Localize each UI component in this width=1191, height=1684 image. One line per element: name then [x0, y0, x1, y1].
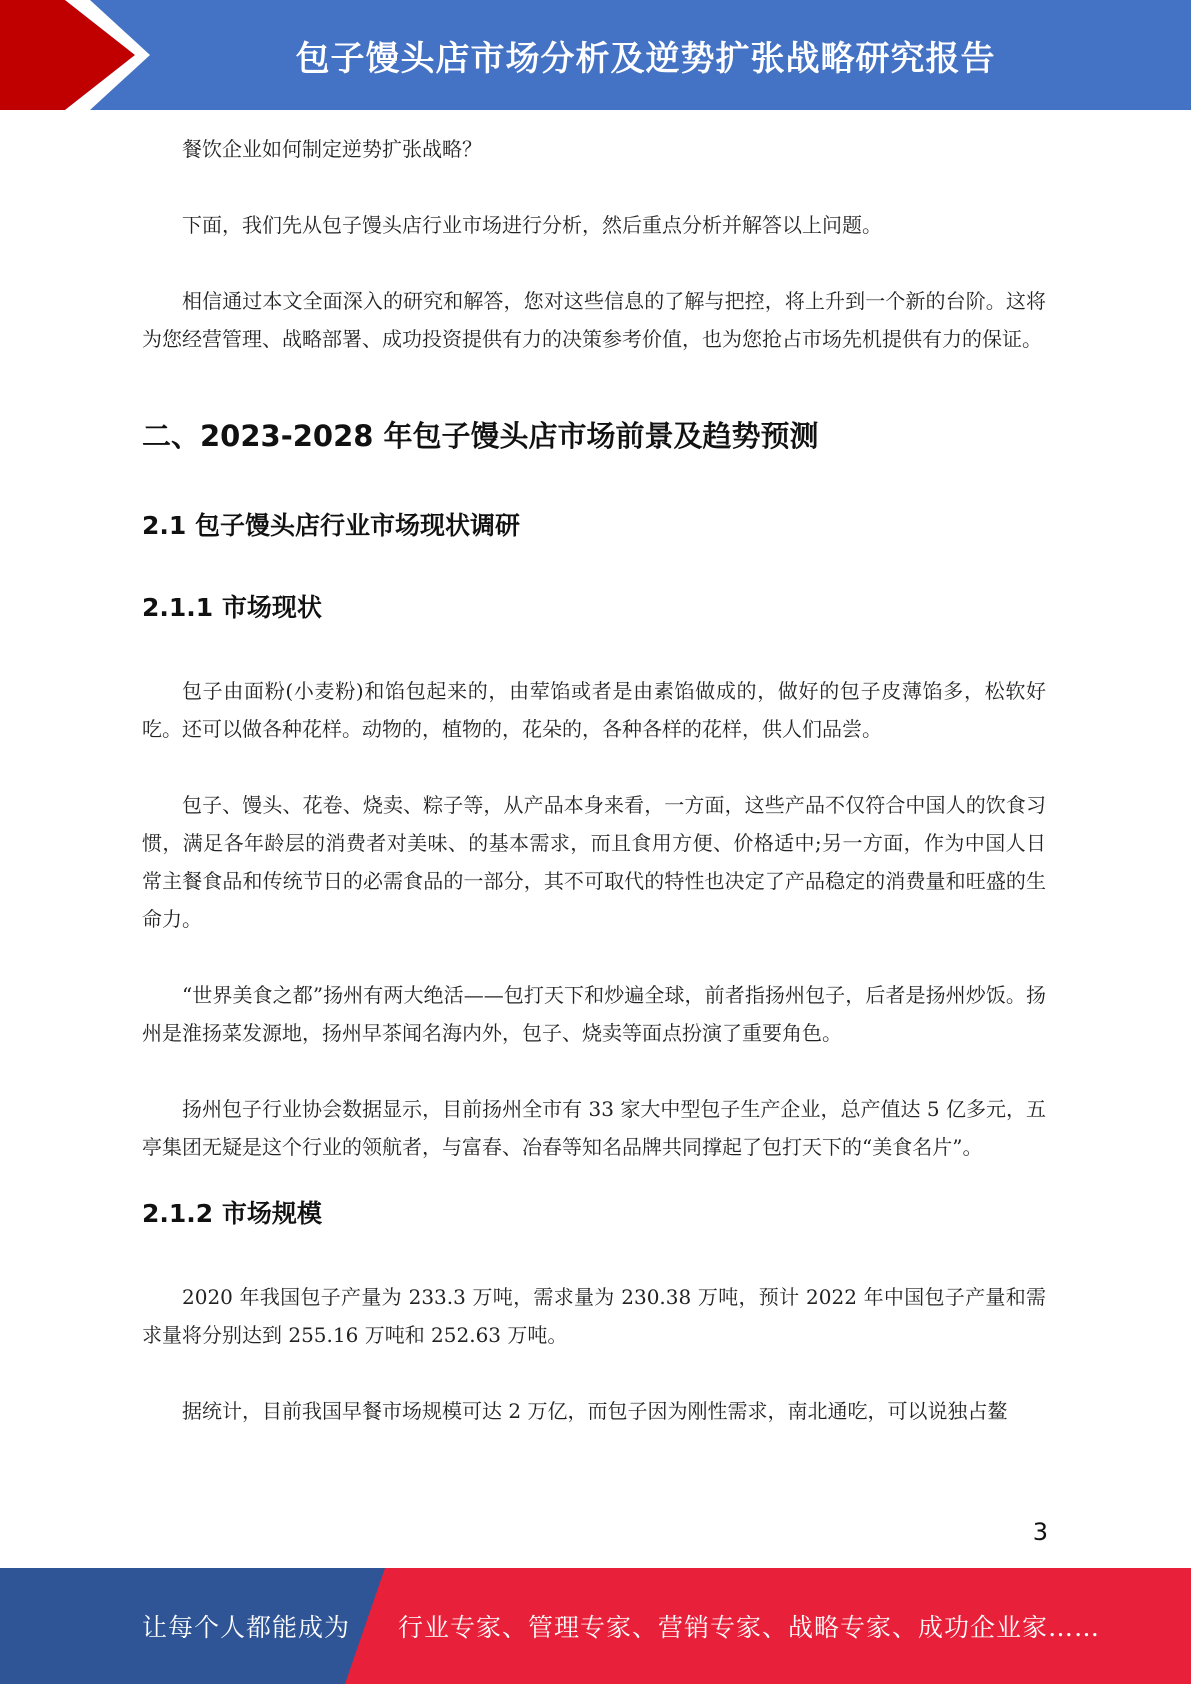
paragraph-2-1-2-a: 2020 年我国包子产量为 233.3 万吨，需求量为 230.38 万吨，预计 2022 年中国包子产量和需求量将分别达到 255.16 万吨和 252.63 万吨。 [142, 1285, 1046, 1347]
heading-2-1-1: 2.1.1 市场现状 [142, 593, 322, 622]
header-bar [0, 0, 1191, 110]
footer-slogan-right: 行业专家、管理专家、营销专家、战略专家、成功企业家…… [398, 1613, 1101, 1642]
intro-paragraph-2: 下面，我们先从包子馒头店行业市场进行分析，然后重点分析并解答以上问题。 [182, 213, 882, 237]
subsection-heading: 2.1 包子馒头店行业市场现状调研 [142, 511, 520, 540]
document-body [142, 130, 1046, 1468]
report-title: 包子馒头店市场分析及逆势扩张战略研究报告 [295, 38, 996, 79]
intro-paragraph-3: 相信通过本文全面深入的研究和解答，您对这些信息的了解与把控，将上升到一个新的台阶。这将为您经营管理、战略部署、成功投资提供有力的决策参考价值，也为您抢占市场先机提供有力的保证。 [142, 289, 1046, 351]
page-number: 3 [1032, 1518, 1048, 1546]
heading-2-1-2: 2.1.2 市场规模 [142, 1199, 322, 1228]
paragraph-2-1-1-a: 包子由面粉(小麦粉)和馅包起来的，由荤馅或者是由素馅做成的，做好的包子皮薄馅多，松软好吃。还可以做各种花样。动物的，植物的，花朵的，各种各样的花样，供人们品尝。 [142, 679, 1046, 741]
footer-slogan-left: 让每个人都能成为 [142, 1613, 351, 1642]
chevron-decoration-icon [0, 0, 160, 110]
paragraph-2-1-1-c: “世界美食之都”扬州有两大绝活——包打天下和炒遍全球，前者指扬州包子，后者是扬州炒饭。扬州是淮扬菜发源地，扬州早茶闻名海内外，包子、烧卖等面点扮演了重要角色。 [142, 983, 1046, 1045]
paragraph-2-1-1-b: 包子、馒头、花卷、烧卖、粽子等，从产品本身来看，一方面，这些产品不仅符合中国人的饮食习惯，满足各年龄层的消费者对美味、的基本需求，而且食用方便、价格适中;另一方面，作为中国人日常主餐食品和传统节日的必需食品的一部分，其不可取代的特性也决定了产品稳定的消费量和旺盛的生命力。 [142, 793, 1046, 931]
paragraph-2-1-1-d: 扬州包子行业协会数据显示，目前扬州全市有 33 家大中型包子生产企业，总产值达 5 亿多元，五亭集团无疑是这个行业的领航者，与富春、冶春等知名品牌共同撑起了包打天下的“美食名片”。 [142, 1097, 1046, 1159]
intro-paragraph-1: 餐饮企业如何制定逆势扩张战略？ [182, 137, 482, 161]
section-heading: 二、2023-2028 年包子馒头店市场前景及趋势预测 [142, 419, 819, 453]
footer-banner [0, 1568, 1191, 1684]
paragraph-2-1-2-b: 据统计，目前我国早餐市场规模可达 2 万亿，而包子因为刚性需求，南北通吃，可以说独占鳌 [182, 1399, 1008, 1423]
